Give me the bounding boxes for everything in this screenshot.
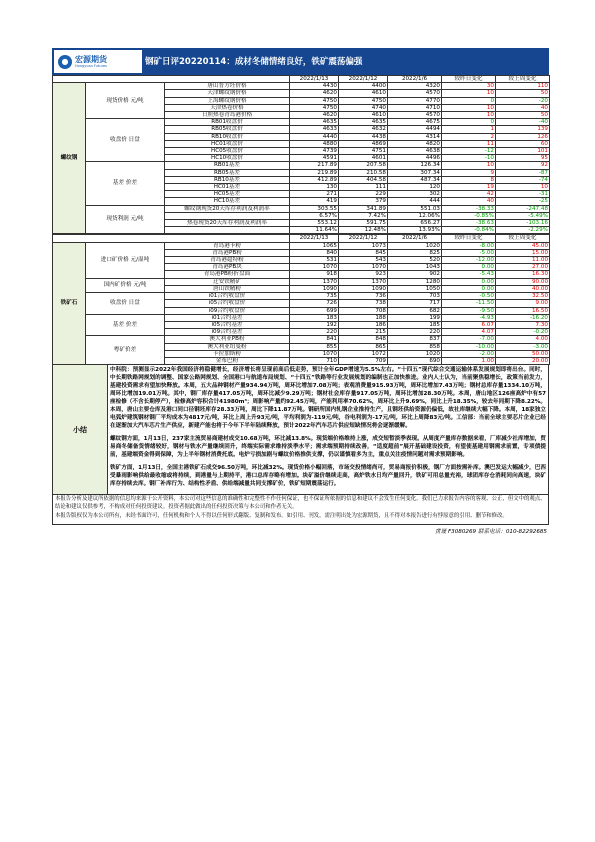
ore-table [52, 234, 550, 365]
price-value: 217.89 [290, 162, 339, 169]
daily-change: -5.00 [442, 249, 496, 256]
daily-change: 9 [442, 169, 496, 176]
weekly-change: -25 [496, 198, 550, 205]
price-value: 307.34 [388, 169, 442, 176]
price-value: 709 [339, 357, 388, 364]
item-name: 青岛港PB粉折盘面 [165, 271, 290, 278]
item-name: 青岛港卡粉 [165, 242, 290, 249]
column-header-change: 较昨日变化 [442, 235, 496, 242]
price-value: 12.48% [339, 227, 388, 234]
weekly-change: -31 [496, 191, 550, 198]
daily-change: -12.00 [442, 257, 496, 264]
weekly-change: 27.00 [496, 264, 550, 271]
item-name: 上海螺纹钢价格 [165, 97, 290, 104]
disclaimer-section [52, 495, 549, 525]
company-logo [54, 50, 142, 73]
price-value: 735 [290, 293, 339, 300]
item-name: i09合约基差 [165, 329, 290, 336]
weekly-change: 40 [496, 104, 550, 111]
weekly-change: 10 [496, 184, 550, 191]
price-value: 858 [388, 343, 442, 350]
price-value: 4440 [290, 133, 339, 140]
daily-change: -11.50 [442, 300, 496, 307]
weekly-change: 16.50 [496, 307, 550, 314]
weekly-change: -87 [496, 169, 550, 176]
weekly-change: -40 [496, 119, 550, 126]
daily-change: 0.00 [442, 264, 496, 271]
daily-change: 30 [442, 83, 496, 90]
daily-change: -0.85% [442, 212, 496, 219]
item-name: 热卷现货20天库存利润及利润率 [165, 220, 290, 227]
price-value: 126.34 [388, 162, 442, 169]
price-value: 4635 [290, 119, 339, 126]
table-row [53, 242, 550, 249]
group-label: 基差 价差 [86, 314, 165, 336]
daily-change: 42 [442, 191, 496, 198]
table-row [53, 162, 550, 169]
price-value: 12.06% [388, 212, 442, 219]
table-row [53, 205, 550, 212]
price-value: 199 [388, 314, 442, 321]
daily-change: 10 [442, 162, 496, 169]
table-row [53, 83, 550, 90]
price-value: 699 [290, 307, 339, 314]
price-value: 130 [290, 184, 339, 191]
table-row [53, 293, 550, 300]
logo-icon: ● [58, 55, 72, 69]
item-name: HC05基差 [165, 191, 290, 198]
price-value: 1090 [290, 285, 339, 292]
price-value: 553.12 [290, 220, 339, 227]
price-value: 271 [290, 191, 339, 198]
price-value: 1070 [290, 264, 339, 271]
price-value: 7.42% [339, 212, 388, 219]
daily-change: -38.33 [442, 205, 496, 212]
weekly-change: 20.00 [496, 357, 550, 364]
item-name: RB01基差 [165, 162, 290, 169]
price-value: 923 [339, 271, 388, 278]
item-name: i05合约基差 [165, 321, 290, 328]
analyst-contact: 黄晟 F3080269 联系电话：010-82292685 [434, 528, 547, 535]
price-value: 4620 [290, 90, 339, 97]
price-value: 1073 [339, 242, 388, 249]
summary-label: 小结 [53, 365, 108, 494]
weekly-change: -247.48 [496, 205, 550, 212]
price-value: 4610 [339, 112, 388, 119]
price-value: 841 [290, 336, 339, 343]
summary-rebar-paragraph: 螺纹钢方面，1月13日，237家主流贸易商建材成交10.68万吨，环比减13.8%。现货端价格维持上涨，成交短暂淡季表现。从周度产量库存数据来看，厂库减少社库增加，贸易商冬储备货情绪较好，钢材与铁水产量继续回升，终端实际需求维持淡季水平；需求端预期持续改善，“适度超前”展开基础建设投资，有望使基建用钢需求前置，专项债提前，基建端资金得到保障，为上半年钢材消费托底。电炉亏损加剧与螺纹价格推供支撑，仍以谨慎看多为主，重点关注疫情问题对需求预期影响。 [110, 436, 546, 459]
price-value: 4570 [388, 90, 442, 97]
logo-subtitle: Hongyuan Futures [75, 63, 107, 68]
section-label: 螺纹钢 [53, 83, 86, 234]
price-value: 682 [388, 307, 442, 314]
price-value: 865 [339, 343, 388, 350]
daily-change: -10.00 [442, 343, 496, 350]
price-value: 487.34 [388, 176, 442, 183]
item-name: 唐山普方坯价格 [165, 83, 290, 90]
price-value: 13.93% [388, 227, 442, 234]
header-blank-cell [53, 76, 290, 83]
price-value: 4638 [388, 148, 442, 155]
price-value: 717 [388, 300, 442, 307]
price-value: 220 [290, 329, 339, 336]
daily-change: -12 [442, 148, 496, 155]
price-value: 220 [388, 329, 442, 336]
weekly-change: -3.00 [496, 343, 550, 350]
column-header-date: 2022/1/13 [290, 76, 339, 83]
price-value: 825 [388, 249, 442, 256]
daily-change: -5.43 [442, 271, 496, 278]
price-value: 703 [388, 293, 442, 300]
price-value: 736 [339, 293, 388, 300]
summary-ore-paragraph: 铁矿方面，1月13日，全国主港铁矿石成交96.50万吨，环比减32%。现货价格小幅回落，市场交投情绪尚可，贸易商报价积极，钢厂方面按需补库。澳巴发运大幅减少，巴西受暴雨影响供给最收缩或将持续，到港量与上期持平，港口总库存略有增加。块矿溢价继续走高，高炉铁水日均产量回升，铁矿可用总量充裕，球团库存仓消耗同向高速，块矿库存持续去库。钢厂补库行为、结构性矛盾、供给端减量共同支撑矿价，铁矿短期震荡运行。 [110, 465, 546, 488]
weekly-change: 126 [496, 133, 550, 140]
price-value: 4314 [388, 133, 442, 140]
price-value: 591.75 [339, 220, 388, 227]
price-value: 4710 [388, 104, 442, 111]
daily-change: 40 [442, 198, 496, 205]
item-name: 青岛港超特粉 [165, 257, 290, 264]
price-value: 185 [388, 321, 442, 328]
price-value: 4750 [290, 104, 339, 111]
price-value: 419 [290, 198, 339, 205]
header-blank-cell [53, 235, 290, 242]
daily-change: 1.00 [442, 357, 496, 364]
column-header-date: 2022/1/6 [388, 76, 442, 83]
price-value: 4632 [339, 126, 388, 133]
price-value: 1280 [388, 278, 442, 285]
price-value: 4770 [388, 97, 442, 104]
daily-change: 0 [442, 119, 496, 126]
item-name [165, 212, 290, 219]
item-name: 天津热卷价格 [165, 104, 290, 111]
price-value: 11.64% [290, 227, 339, 234]
price-value: 4601 [339, 155, 388, 162]
daily-change: -4.93 [442, 314, 496, 321]
price-value: 1070 [290, 350, 339, 357]
disclaimer-paragraph: 本报告分析及建议所依据的信息均来源于公开资料，本公司对这些信息的准确性和完整性不作任何保证，也不保证所依据的信息和建议不会发生任何变化。我们已力求报告内容的客观、公正，但文中的观点、结论和建议仅供参考，不构成对任何投资建议。投资者据此做出的任何投资决策与本公司和作者无关。 [55, 496, 546, 510]
daily-change: -0.84% [442, 227, 496, 234]
price-value: 4438 [339, 133, 388, 140]
price-value: 4400 [339, 83, 388, 90]
item-name: HC10基差 [165, 198, 290, 205]
price-value: 207.58 [339, 162, 388, 169]
item-name: 澳大利亚PB粉 [165, 336, 290, 343]
item-name: i09合约收盘价 [165, 307, 290, 314]
price-value: 4880 [290, 140, 339, 147]
column-header-date: 2022/1/6 [388, 235, 442, 242]
daily-change: -2.00 [442, 350, 496, 357]
weekly-change: -5.49% [496, 212, 550, 219]
weekly-change: 15.00 [496, 249, 550, 256]
price-value: 1072 [339, 350, 388, 357]
item-name: RB10收盘价 [165, 133, 290, 140]
price-value: 183 [290, 314, 339, 321]
item-name: 螺纹钢现货20天库存利润及利润率 [165, 205, 290, 212]
item-name: HC05收盘价 [165, 148, 290, 155]
group-label: 现货价格 元/吨 [86, 83, 165, 119]
column-header-date: 2022/1/12 [339, 76, 388, 83]
daily-change: 4.07 [442, 329, 496, 336]
daily-change: 11 [442, 140, 496, 147]
price-value: 4739 [290, 148, 339, 155]
price-value: 404.58 [339, 176, 388, 183]
weekly-change: 4.00 [496, 336, 550, 343]
group-label: 收盘价 日盘 [86, 293, 165, 315]
weekly-change: 60 [496, 140, 550, 147]
weekly-change: 7.30 [496, 321, 550, 328]
daily-change: -10 [442, 155, 496, 162]
price-value: 412.89 [290, 176, 339, 183]
price-value: 4633 [290, 126, 339, 133]
price-value: 690 [388, 357, 442, 364]
item-name: 金布巴粉 [165, 357, 290, 364]
price-value: 551.03 [388, 205, 442, 212]
weekly-change: 40.00 [496, 285, 550, 292]
price-value: 738 [339, 300, 388, 307]
daily-change: 8 [442, 176, 496, 183]
weekly-change: 32.50 [496, 293, 550, 300]
price-value: 120 [388, 184, 442, 191]
daily-change: 6.07 [442, 321, 496, 328]
price-value: 902 [388, 271, 442, 278]
price-value: 1065 [290, 242, 339, 249]
item-name: 天津螺纹钢价格 [165, 90, 290, 97]
price-value: 4620 [290, 112, 339, 119]
group-label: 基差 价差 [86, 162, 165, 205]
daily-change: 2 [442, 133, 496, 140]
weekly-change: 92 [496, 162, 550, 169]
daily-change: -38.63 [442, 220, 496, 227]
daily-change: 10 [442, 90, 496, 97]
price-value: 848 [339, 336, 388, 343]
item-name: RB05基差 [165, 169, 290, 176]
daily-change: 0.00 [442, 285, 496, 292]
group-label: 进口矿价格 元/湿吨 [86, 242, 165, 278]
column-header-date: 2022/1/12 [339, 235, 388, 242]
item-name: i05合约收盘价 [165, 300, 290, 307]
summary-macro-paragraph: 中科院：预测显示2022年我国经济将稳健增长，经济增长将呈现前高后低走势，预计全年GDP增速为5.5%左右。“十四五”现代综合交通运输体系发展规划即将出台。同时，中长期铁路网规划的调整、国家公路网规划、全国港口与航道布局规划、“十四五”铁路等行业发展规划的编制也正加快推进。业内人士认为，当前聚焦稳增长，政策当前发力，基建投资需求有望加快释放。本周，五大品种钢材产量934.94万吨，周环比增加7.08万吨；表观消费量915.93万吨，周环比增加7.43万吨；钢材总库存量1334.10万吨，周环比增加19.01万吨。其中，钢厂库存量417.05万吨，周环比减少9.29万吨；钢材社会库存量917.05万吨，周环比增加28.30万吨。本周，唐山地区126座高炉中有57座检修（不含长期停产），检修高炉容积合计41980m³；周影响产量约92.45万吨，产能利用率70.62%，周环比上升9.69%，同比上升18.35%，较去年同期下降8.22%。本周，唐山主要仓库及港口同口径钢坯库存28.33万吨，周比下降11.87万吨。钢研所国内轧钢企业推持生产，且钢坯供给资源仍偏低，故社库继续大幅下降。本周，18家独立电弧炉建筑钢材钢厂平均成本为4817元/吨，环比上周上升93元/吨，平均利润为-119元/吨，谷电利润为-17元/吨，环比上周降83元/吨。工信部：当前全球主要芯片企业已经在逐渐加大汽车芯片生产供应，新建产能也将于今年下半年陆续释放，预计2022年汽车芯片供应短缺情况将会逐渐缓解。 [110, 367, 546, 430]
item-name: 青岛港PB粉 [165, 249, 290, 256]
daily-change: 19 [442, 184, 496, 191]
price-value: 531 [290, 257, 339, 264]
price-value: 4820 [388, 140, 442, 147]
price-value: 4675 [388, 119, 442, 126]
price-value: 543 [339, 257, 388, 264]
column-header-change: 较上周变化 [496, 235, 550, 242]
price-value: 4496 [388, 155, 442, 162]
price-value: 444 [388, 198, 442, 205]
price-value: 4591 [290, 155, 339, 162]
item-name: RB01收盘价 [165, 119, 290, 126]
price-value: 186 [339, 321, 388, 328]
table-row [53, 314, 550, 321]
price-value: 4610 [339, 90, 388, 97]
item-name: 卡拉加斯粉 [165, 350, 290, 357]
weekly-change: 50.00 [496, 350, 550, 357]
group-label: 粤矿价差 [86, 336, 165, 365]
weekly-change: -0.20 [496, 329, 550, 336]
price-value: 219.89 [290, 169, 339, 176]
daily-change: -8.00 [442, 242, 496, 249]
price-value: 4430 [290, 83, 339, 90]
daily-change: 0 [442, 97, 496, 104]
copyright-paragraph: 本报告版权仅为本公司所有，未经书面许可，任何机构和个人不得以任何形式翻版、复制和发布。如引用、刊发，需注明出处为宏源期货，且不得对本报告进行有悖原意的引用、删节和修改。 [55, 513, 508, 520]
item-name: i01合约收盘价 [165, 293, 290, 300]
item-name: 青岛港PB块 [165, 264, 290, 271]
price-value: 855 [290, 343, 339, 350]
price-value: 837 [388, 336, 442, 343]
item-name [165, 227, 290, 234]
item-name: HC01收盘价 [165, 140, 290, 147]
price-value: 303.55 [290, 205, 339, 212]
weekly-change: 139 [496, 126, 550, 133]
report-header [52, 48, 549, 75]
price-value: 1090 [339, 285, 388, 292]
report-page [52, 48, 549, 537]
item-name: 唐山铁精粉 [165, 285, 290, 292]
steel-table [52, 75, 550, 234]
weekly-change: -103.16 [496, 220, 550, 227]
price-value: 1020 [388, 350, 442, 357]
item-name: 日照热卷青岛港价格 [165, 112, 290, 119]
column-header-change: 较上周变化 [496, 76, 550, 83]
weekly-change: 90.00 [496, 278, 550, 285]
price-value: 845 [339, 249, 388, 256]
weekly-change: 9.00 [496, 300, 550, 307]
item-name: 迁安铁精矿 [165, 278, 290, 285]
weekly-change: 110 [496, 83, 550, 90]
daily-change: 10 [442, 112, 496, 119]
price-value: 4570 [388, 112, 442, 119]
price-value: 4320 [388, 83, 442, 90]
table-row [53, 119, 550, 126]
item-name: i01合约基差 [165, 314, 290, 321]
price-value: 4740 [339, 104, 388, 111]
price-value: 4750 [290, 97, 339, 104]
price-value: 1370 [290, 278, 339, 285]
price-value: 111 [339, 184, 388, 191]
price-value: 918 [290, 271, 339, 278]
weekly-change: 16.30 [496, 271, 550, 278]
price-value: 1020 [388, 242, 442, 249]
daily-change: 0.00 [442, 278, 496, 285]
weekly-change: 50 [496, 90, 550, 97]
price-value: 520 [388, 257, 442, 264]
daily-change: -0.50 [442, 293, 496, 300]
price-value: 4869 [339, 140, 388, 147]
report-title: 钢矿日评20220114：成材冬储情绪良好，铁矿震荡偏强 [145, 57, 363, 67]
group-label: 现货利润 元/吨 [86, 205, 165, 234]
daily-change: -9.50 [442, 307, 496, 314]
group-label: 国内矿价格 元/吨 [86, 278, 165, 292]
item-name: RB10基差 [165, 176, 290, 183]
item-name: HC01基差 [165, 184, 290, 191]
daily-change: 1 [442, 126, 496, 133]
column-header-change: 较昨日变化 [442, 76, 496, 83]
price-value: 4750 [339, 97, 388, 104]
price-value: 4635 [339, 119, 388, 126]
item-name: HC10收盘价 [165, 155, 290, 162]
table-row [53, 278, 550, 285]
price-value: 726 [290, 300, 339, 307]
weekly-change: -74 [496, 176, 550, 183]
price-value: 1370 [339, 278, 388, 285]
price-value: 840 [290, 249, 339, 256]
daily-change: -7.00 [442, 336, 496, 343]
daily-change: 10 [442, 104, 496, 111]
price-value: 6.57% [290, 212, 339, 219]
summary-section [52, 365, 549, 495]
price-value: 708 [339, 307, 388, 314]
logo-name: 宏源期货 [75, 54, 107, 64]
group-label: 收盘价 日盘 [86, 119, 165, 162]
price-value: 192 [290, 321, 339, 328]
price-value: 302 [388, 191, 442, 198]
weekly-change: 101 [496, 148, 550, 155]
price-value: 4751 [339, 148, 388, 155]
price-value: 1070 [339, 264, 388, 271]
price-value: 229 [339, 191, 388, 198]
price-value: 210.58 [339, 169, 388, 176]
weekly-change: -16.20 [496, 314, 550, 321]
weekly-change: 45.00 [496, 242, 550, 249]
price-value: 188 [339, 314, 388, 321]
weekly-change: 95 [496, 155, 550, 162]
column-header-date: 2022/1/13 [290, 235, 339, 242]
weekly-change: -2.29% [496, 227, 550, 234]
price-value: 710 [290, 357, 339, 364]
price-value: 379 [339, 198, 388, 205]
price-value: 341.89 [339, 205, 388, 212]
price-value: 4494 [388, 126, 442, 133]
weekly-change: 11.00 [496, 257, 550, 264]
price-value: 1043 [388, 264, 442, 271]
section-label: 铁矿石 [53, 242, 86, 364]
item-name: RB05收盘价 [165, 126, 290, 133]
price-value: 1050 [388, 285, 442, 292]
table-row [53, 336, 550, 343]
item-name: 澳大利亚纽曼粉 [165, 343, 290, 350]
price-value: 215 [339, 329, 388, 336]
weekly-change: 50 [496, 112, 550, 119]
price-value: 656.27 [388, 220, 442, 227]
weekly-change: -20 [496, 97, 550, 104]
